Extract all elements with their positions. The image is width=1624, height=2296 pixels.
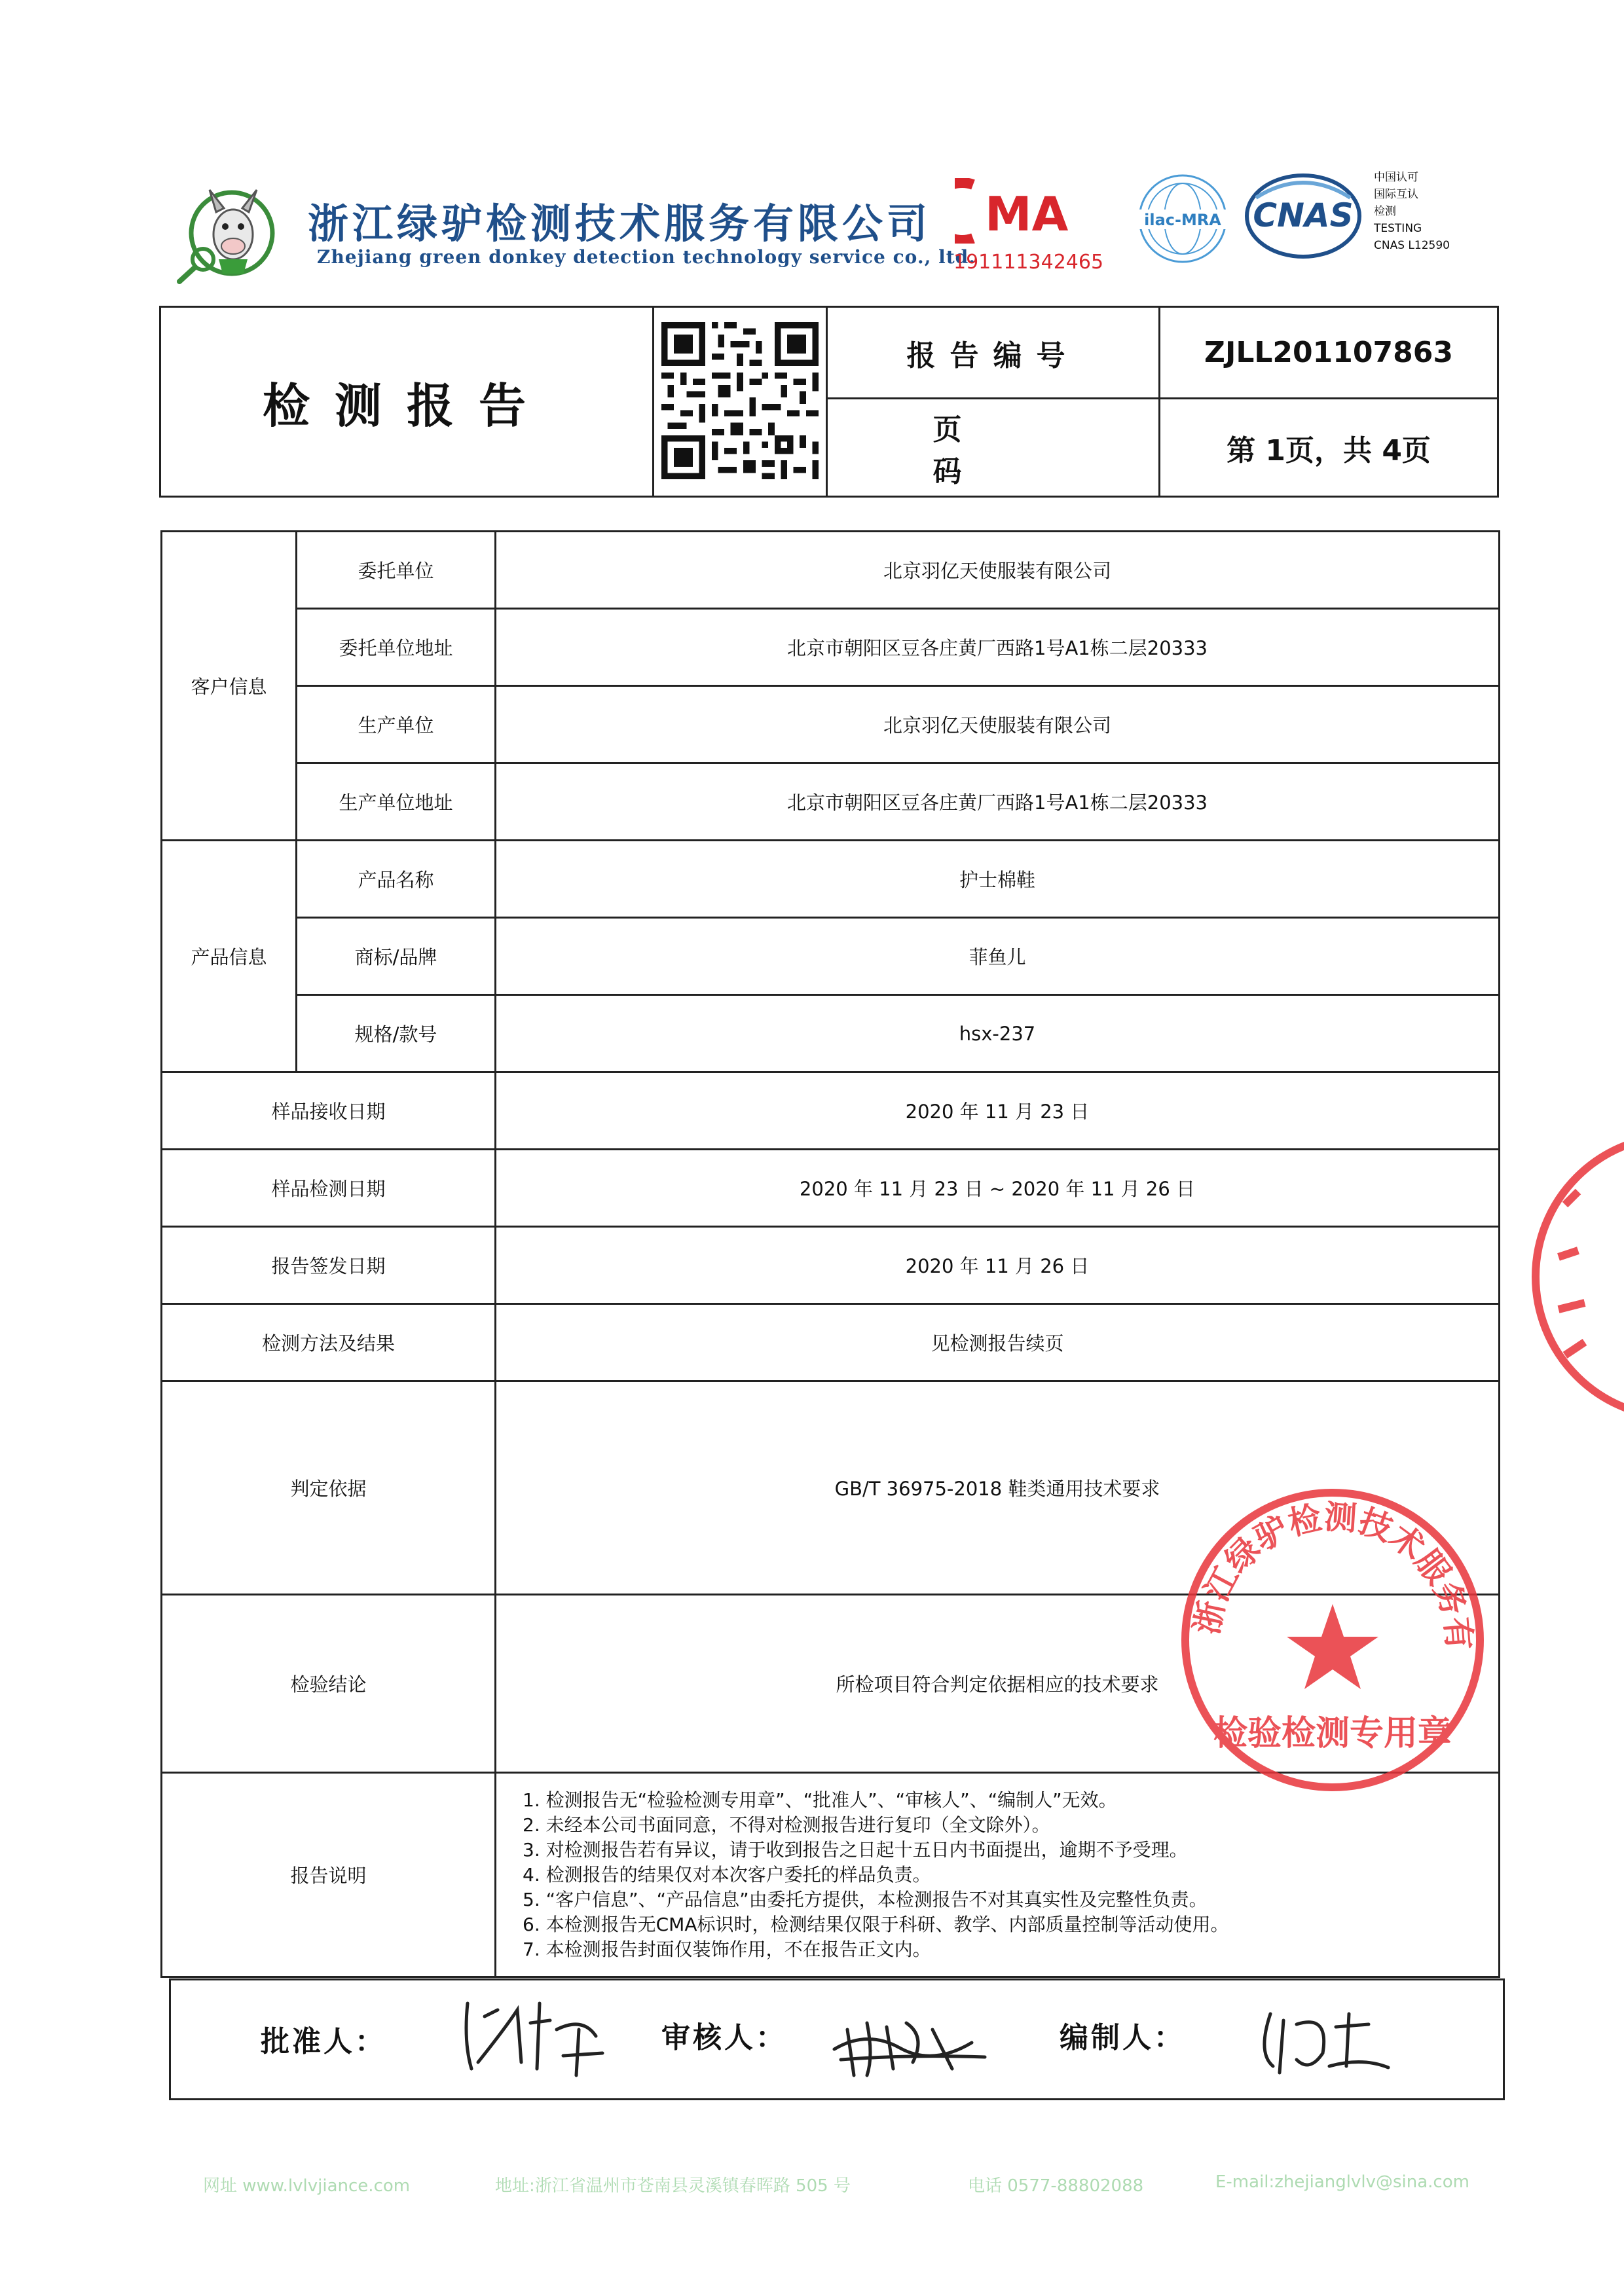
table-row (162, 1227, 1500, 1304)
table-row (162, 1773, 1500, 1977)
field-label: 样品接收日期 (162, 1072, 496, 1150)
table-row (162, 686, 1500, 763)
qr-code (661, 322, 819, 479)
svg-text:浙江绿驴检测技术服务有限公司: 浙江绿驴检测技术服务有 (1187, 1497, 1479, 1652)
field-label: 生产单位地址 (297, 763, 496, 841)
approver-label: 批准人： (261, 2025, 386, 2058)
report-title-box (159, 306, 1499, 498)
field-label: 样品检测日期 (162, 1150, 496, 1227)
table-row (162, 1150, 1500, 1227)
footer-website: 网址 www.lvlvjiance.com (203, 2176, 411, 2196)
field-label: 产品名称 (297, 841, 496, 918)
inspection-conclusion: 所检项目符合判定依据相应的技术要求 (496, 1595, 1500, 1773)
group-product-info: 产品信息 (162, 841, 297, 1072)
field-label: 商标/品牌 (297, 918, 496, 995)
field-label: 检验结论 (162, 1595, 496, 1773)
field-label: 判定依据 (162, 1381, 496, 1595)
cnas-text: CNAS (1253, 196, 1354, 234)
cma-logo (955, 178, 1086, 244)
cma-number: 191111342465 (953, 251, 1104, 274)
cnas-logo (1243, 172, 1363, 261)
partial-seal-edge (1526, 1126, 1624, 1427)
footer-address: 地址:浙江省温州市苍南县灵溪镇春晖路 505 号 (495, 2176, 851, 2196)
field-label: 生产单位 (297, 686, 496, 763)
method-and-results: 见检测报告续页 (496, 1304, 1500, 1381)
company-name-cn: 浙江绿驴检测技术服务有限公司 (308, 200, 932, 247)
client-name: 北京羽亿天使服装有限公司 (496, 532, 1500, 609)
manufacturer-address: 北京市朝阳区豆各庄黄厂西路1号A1栋二层20333 (496, 763, 1500, 841)
ilac-text: ilac-MRA (1144, 211, 1221, 229)
company-name-en: Zhejiang green donkey detection technology service co., ltd. (317, 246, 976, 268)
group-client-info: 客户信息 (162, 532, 297, 841)
table-row (162, 1304, 1500, 1381)
list-item: 1. 检测报告无“检验检测专用章”、“批准人”、“审核人”、“编制人”无效。 (523, 1789, 1117, 1811)
official-seal (1172, 1480, 1493, 1803)
svg-text:检验检测专用章: 检验检测专用章 (1213, 1714, 1452, 1753)
field-label: 委托单位地址 (297, 609, 496, 686)
model-number: hsx-237 (496, 995, 1500, 1072)
footer-email: E-mail:zhejianglvlv@sina.com (1215, 2172, 1469, 2192)
manufacturer-name: 北京羽亿天使服装有限公司 (496, 686, 1500, 763)
testing-period: 2020 年 11 月 23 日 ~ 2020 年 11 月 26 日 (496, 1150, 1500, 1227)
table-row (162, 841, 1500, 918)
brand: 菲鱼儿 (496, 918, 1500, 995)
reviewer-signature (828, 1997, 991, 2085)
qr-code-cell (654, 307, 827, 497)
ilac-logo (1132, 172, 1234, 266)
list-item: 7. 本检测报告封面仅装饰作用，不在报告正文内。 (523, 1938, 931, 1960)
report-number-label: 报告编号 (827, 307, 1160, 399)
product-name: 护士棉鞋 (496, 841, 1500, 918)
footer-phone: 电话 0577-88802088 (968, 2176, 1144, 2196)
company-logo (175, 186, 280, 284)
list-item: 6. 本检测报告无CMA标识时，检测结果仅限于科研、教学、内部质量控制等活动使用。 (523, 1913, 1229, 1935)
table-row (162, 918, 1500, 995)
editor-signature (1251, 1994, 1395, 2082)
page-label: 页 码 (827, 399, 1160, 497)
field-label: 报告签发日期 (162, 1227, 496, 1304)
page-count: 第 1页，共 4页 (1160, 399, 1498, 497)
table-row (162, 763, 1500, 841)
sample-received-date: 2020 年 11 月 23 日 (496, 1072, 1500, 1150)
client-address: 北京市朝阳区豆各庄黄厂西路1号A1栋二层20333 (496, 609, 1500, 686)
field-label: 委托单位 (297, 532, 496, 609)
table-row (162, 1072, 1500, 1150)
editor-label: 编制人： (1060, 2021, 1185, 2054)
field-label: 报告说明 (162, 1773, 496, 1977)
report-notes (496, 1773, 1500, 1977)
table-row (162, 609, 1500, 686)
report-title: 检测报告 (160, 307, 654, 497)
reviewer-label: 审核人： (661, 2021, 787, 2054)
cma-text: MA (985, 187, 1069, 242)
report-number: ZJLL201107863 (1160, 307, 1498, 399)
list-item: 5. “客户信息”、“产品信息”由委托方提供，本检测报告不对其真实性及完整性负责。 (523, 1888, 1208, 1910)
table-row (162, 995, 1500, 1072)
report-issue-date: 2020 年 11 月 26 日 (496, 1227, 1500, 1304)
judgment-basis: GB/T 36975-2018 鞋类通用技术要求 (496, 1381, 1500, 1595)
table-row (162, 532, 1500, 609)
field-label: 检测方法及结果 (162, 1304, 496, 1381)
list-item: 3. 对检测报告若有异议，请于收到报告之日起十五日内书面提出，逾期不予受理。 (523, 1838, 1188, 1861)
list-item: 4. 检测报告的结果仅对本次客户委托的样品负责。 (523, 1863, 931, 1886)
approver-signature (458, 1990, 609, 2085)
cnas-accreditation-text: 中国认可 国际互认 检测 TESTING CNAS L12590 (1374, 171, 1450, 252)
list-item: 2. 未经本公司书面同意，不得对检测报告进行复印（全文除外）。 (523, 1813, 1050, 1836)
field-label: 规格/款号 (297, 995, 496, 1072)
